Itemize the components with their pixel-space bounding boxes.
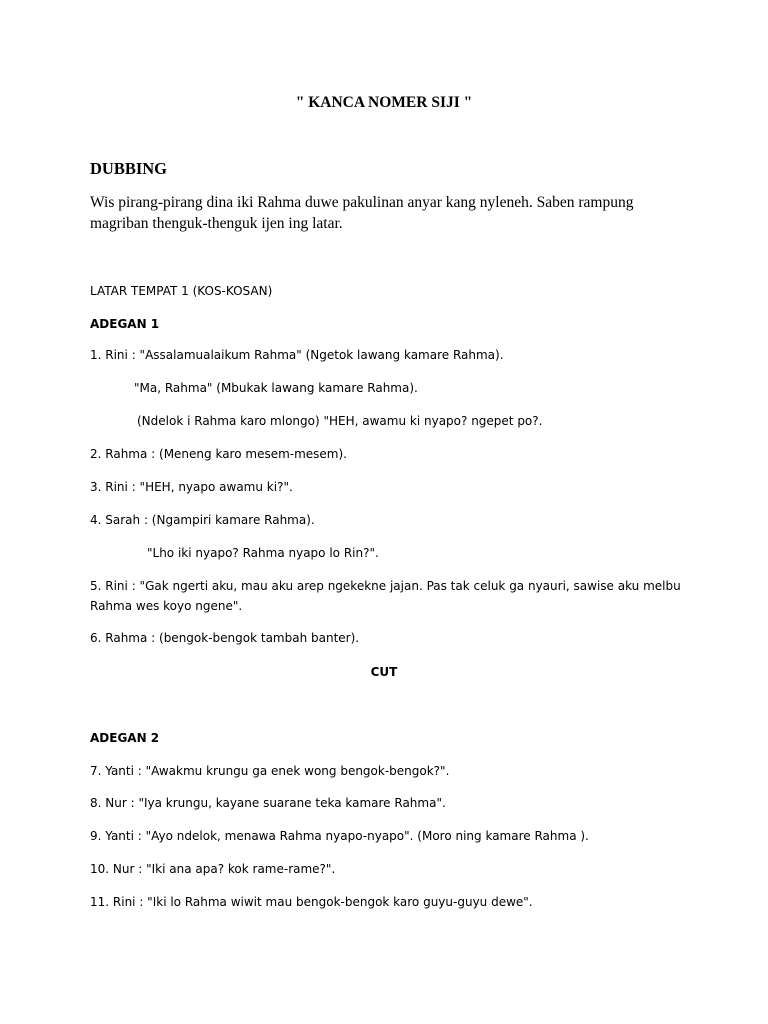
script-line: "Ma, Rahma" (Mbukak lawang kamare Rahma). — [134, 381, 418, 395]
script-line: 5. Rini : "Gak ngerti aku, mau aku arep ngekekne jajan. Pas tak celuk ga nyauri, sawise aku melbu Rahma wes koyo ngene". — [90, 579, 681, 613]
script-line: 11. Rini : "Iki lo Rahma wiwit mau bengok-bengok karo guyu-guyu dewe". — [90, 895, 533, 909]
scene-heading: ADEGAN 1 — [90, 317, 160, 331]
intro-paragraph: Wis pirang-pirang dina iki Rahma duwe pakulinan anyar kang nyleneh. Saben rampung magriban thenguk-thenguk ijen ing latar. — [90, 194, 634, 232]
script-line: 4. Sarah : (Ngampiri kamare Rahma). — [90, 513, 315, 527]
scene-heading: ADEGAN 2 — [90, 731, 160, 745]
setting-line: LATAR TEMPAT 1 (KOS-KOSAN) — [90, 284, 273, 298]
script-line: (Ndelok i Rahma karo mlongo) "HEH, awamu ki nyapo? ngepet po?. — [137, 414, 543, 428]
cut-marker: CUT — [370, 665, 398, 679]
document-title: " KANCA NOMER SIJI " — [295, 94, 473, 111]
script-line: 10. Nur : "Iki ana apa? kok rame-rame?". — [90, 862, 336, 876]
script-line: 9. Yanti : "Ayo ndelok, menawa Rahma nyapo-nyapo". (Moro ning kamare Rahma ). — [90, 829, 589, 843]
script-line: 1. Rini : "Assalamualaikum Rahma" (Ngetok lawang kamare Rahma). — [90, 348, 504, 362]
script-line: 6. Rahma : (bengok-bengok tambah banter). — [90, 631, 360, 645]
script-line: 8. Nur : "Iya krungu, kayane suarane teka kamare Rahma". — [90, 796, 446, 810]
script-line: 3. Rini : "HEH, nyapo awamu ki?". — [90, 480, 293, 494]
script-line: 2. Rahma : (Meneng karo mesem-mesem). — [90, 447, 347, 461]
section-heading: DUBBING — [90, 159, 168, 178]
script-line: "Lho iki nyapo? Rahma nyapo lo Rin?". — [147, 546, 379, 560]
script-line: 7. Yanti : "Awakmu krungu ga enek wong bengok-bengok?". — [90, 764, 450, 778]
